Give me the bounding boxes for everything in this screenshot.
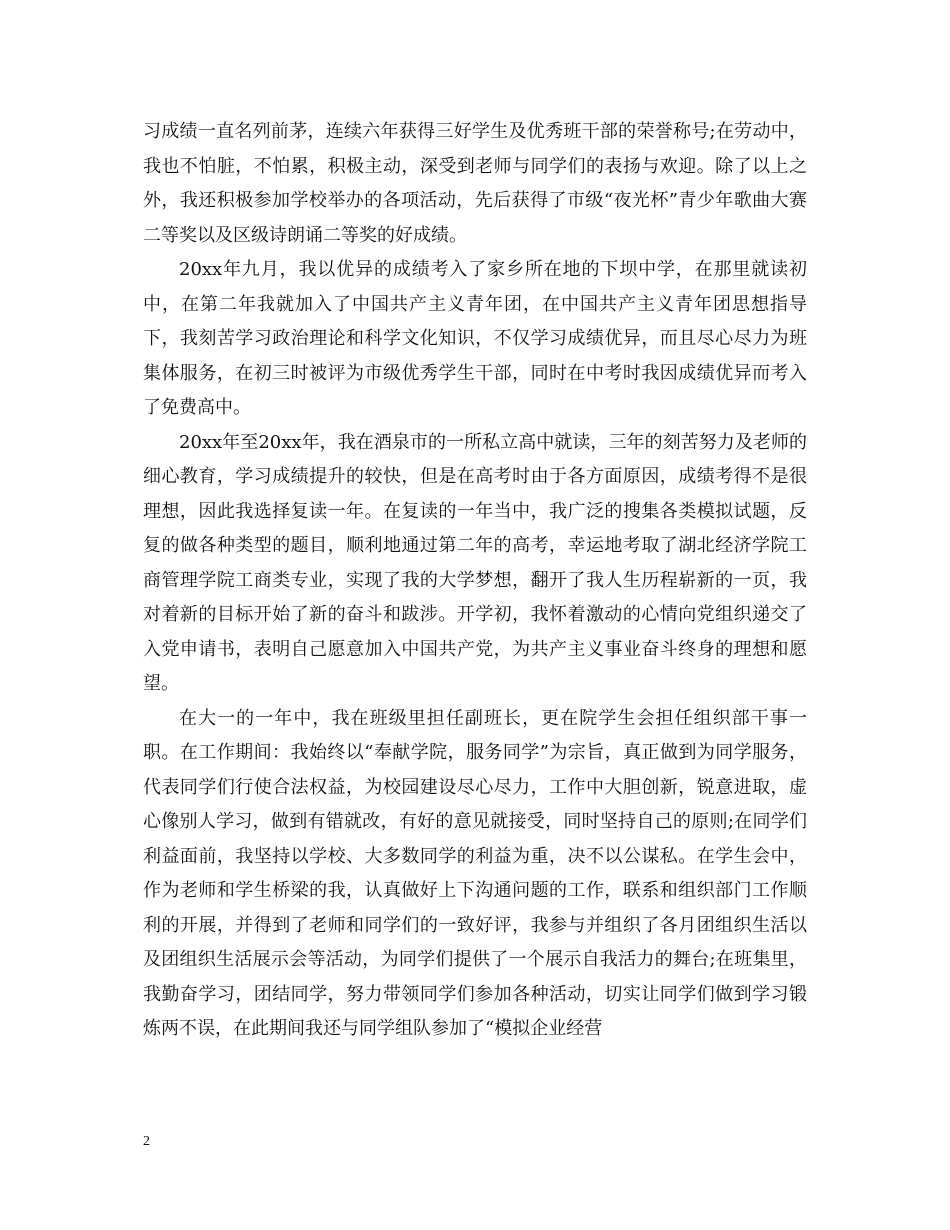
page-number: 2 [143,1134,150,1149]
paragraph-1: 习成绩一直名列前茅，连续六年获得三好学生及优秀班干部的荣誉称号;在劳动中，我也不怕脏，不怕累，积极主动，深受到老师与同学们的表扬与欢迎。除了以上之外，我还积极参加学校举办的各项活动，先后获得了市级“夜光杯”青少年歌曲大赛二等奖以及区级诗朗诵二等奖的好成绩。 [143,121,807,246]
paragraph-4: 在大一的一年中，我在班级里担任副班长，更在院学生会担任组织部干事一职。在工作期间：我始终以“奉献学院，服务同学”为宗旨，真正做到为同学服务，代表同学们行使合法权益，为校园建设尽心尽力，工作中大胆创新，锐意进取，虚心像别人学习，做到有错就改，有好的意见就接受，同时坚持自己的原则;在同学们利益面前，我坚持以学校、大多数同学的利益为重，决不以公谋私。在学生会中，作为老师和学生桥梁的我，认真做好上下沟通问题的工作，联系和组织部门工作顺利的开展，并得到了老师和同学们的一致好评，我参与并组织了各月团组织生活以及团组织生活展示会等活动，为同学们提供了一个展示自我活力的舞台;在班集里，我勤奋学习，团结同学，努力带领同学们参加各种活动，切实让同学们做到学习锻炼两不误，在此期间我还与同学组队参加了“模拟企业经营 [143,707,807,1039]
paragraph-2: 20xx年九月，我以优异的成绩考入了家乡所在地的下坝中学，在那里就读初中，在第二年我就加入了中国共产主义青年团，在中国共产主义青年团思想指导下，我刻苦学习政治理论和科学文化知识，不仅学习成绩优异，而且尽心尽力为班集体服务，在初三时被评为市级优秀学生干部，同时在中考时我因成绩优异而考入了免费高中。 [143,259,807,418]
document-body [143,115,807,1047]
paragraph-3: 20xx年至20xx年，我在酒泉市的一所私立高中就读，三年的刻苦努力及老师的细心教育，学习成绩提升的较快，但是在高考时由于各方面原因，成绩考得不是很理想，因此我选择复读一年。在复读的一年当中，我广泛的搜集各类模拟试题，反复的做各种类型的题目，顺利地通过第二年的高考，幸运地考取了湖北经济学院工商管理学院工商类专业，实现了我的大学梦想，翻开了我人生历程崭新的一页，我对着新的目标开始了新的奋斗和跋涉。开学初，我怀着激动的心情向党组织递交了入党申请书，表明自己愿意加入中国共产党，为共产主义事业奋斗终身的理想和愿望。 [143,431,807,694]
